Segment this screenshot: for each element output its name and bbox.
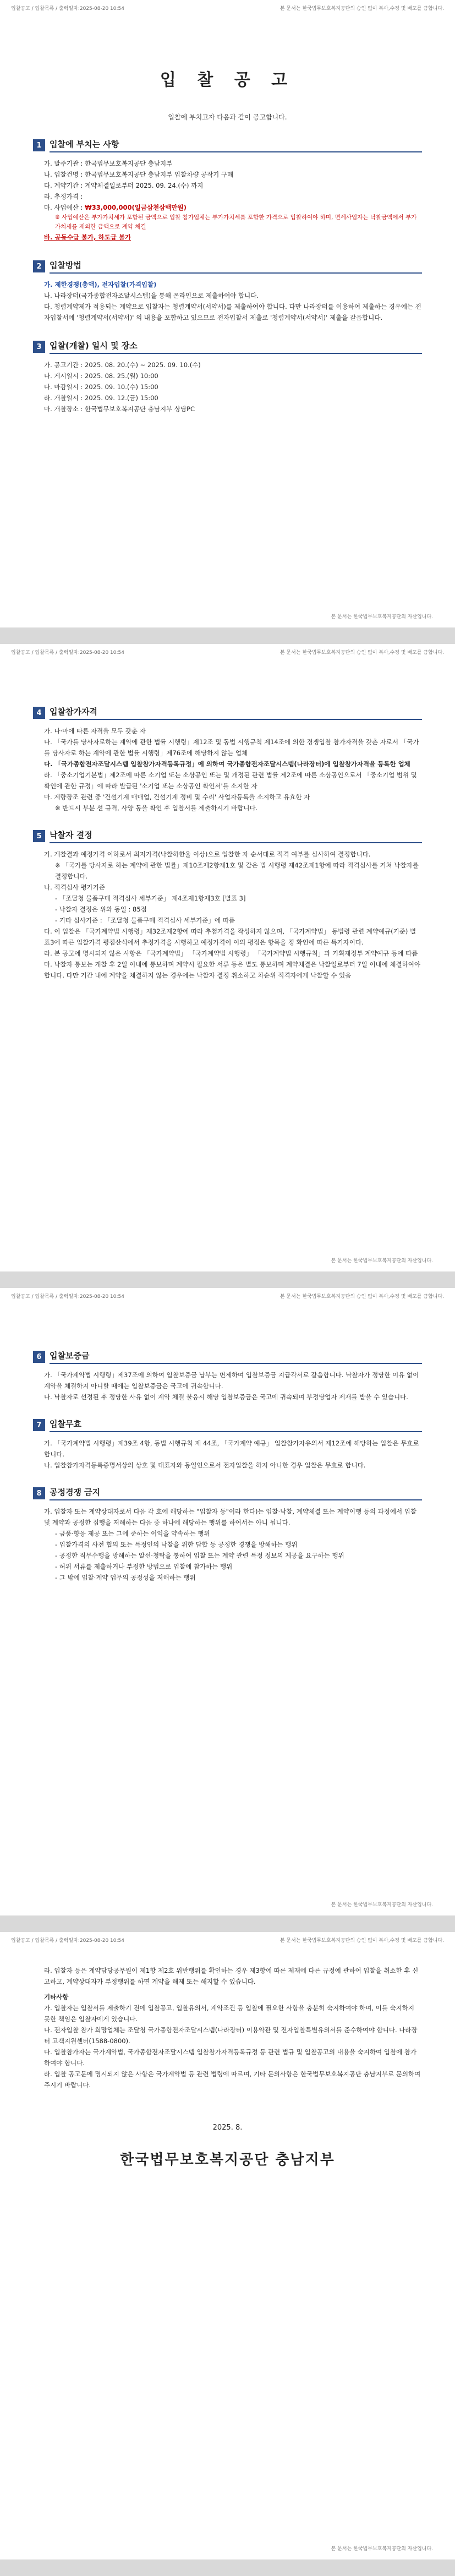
- text-line: 가. 입찰자는 입찰서를 제출하기 전에 입찰공고, 입찰유의서, 계약조건 등 입찰에 필요한 사항을 충분히 숙지하여야 하며, 이를 숙지하지 못한 책임은 입찰자에게 있습니다.: [44, 2004, 414, 2023]
- section-title: 입찰참가자격: [50, 706, 422, 720]
- intro-text: 입찰에 부치고자 다음과 같이 공고합니다.: [168, 113, 287, 121]
- header-right: 본 문서는 한국법무보호복지공단의 승인 없이 복사,수정 및 배포를 금합니다.: [279, 6, 444, 12]
- section-number: 7: [33, 1419, 45, 1431]
- text-line: 가. 「국가계약법 시행령」제37조에 의하여 입찰보증금 납부는 면제하며 입찰보증금 지급각서로 갈음합니다. 낙찰자가 정당한 이유 없이 계약을 체결하지 아니할 때에는 입찰보증금은 국고에 귀속합니다.: [44, 1371, 419, 1390]
- text-line: 나. 「국가를 당사자로하는 계약에 관한 법률 시행령」제12조 및 동법 시행규칙 제14조에 의한 경쟁입찰 참가자격을 갖춘 자로서 「국가를 당사자로 하는 계약에 관한 법률 시행령」제76조에 해당하지 않는 업체: [44, 738, 419, 757]
- text-line: 가. 제한경쟁(총액), 전자입찰(가격입찰): [44, 281, 157, 288]
- section-title: 입찰방법: [50, 259, 422, 274]
- text-line: 다. 청렴계약제가 적용되는 계약으로 입찰자는 청렴계약서(서약서)를 제출하여야 합니다. 다만 나라장터를 이용하여 제출하는 경우에는 전자입찰서에 '청렴계약서(서약서)' 의 내용을 포함하고 있으므로 전자입찰서 제출로 '청렴계약서(서약서)' 제출을 갈음합니다.: [44, 303, 421, 321]
- section-6-header: [33, 1350, 422, 1364]
- budget-amount: ₩33,000,000(일금삼천삼백만원): [85, 204, 187, 211]
- subsection-title: 기타사항: [44, 1993, 69, 2001]
- organization-name: 한국법무보호복지공단 충남지부: [120, 2152, 335, 2168]
- section-4-header: [33, 706, 422, 720]
- section-title: 입찰(개찰) 일시 및 장소: [50, 340, 422, 354]
- section-title: 낙찰자 결정: [50, 829, 422, 843]
- page-footer: 본 문서는 한국법무보호복지공단의 자산입니다.: [331, 1902, 433, 1908]
- page-header: [11, 4, 444, 12]
- section-number: 1: [33, 139, 45, 151]
- text-line: 마. 계량장조 관련 중 '건설기계 매매업, 건설기계 정비 및 수리' 사업자등록을 소지하고 유효한 자: [44, 793, 310, 801]
- text-line: 라. 본 공고에 명시되지 않은 사항은 「국가계약법」 「국가계약법 시행령」 「국가계약법 시행규칙」과 기획재정부 계약예규 등에 따름: [44, 949, 418, 957]
- text-line: 가. 개찰결과 예정가격 이하로서 최저가격(낙찰하한율 이상)으로 입찰한 자 순서대로 적격 여부를 심사하여 결정합니다.: [44, 850, 371, 858]
- section-number: 2: [33, 260, 45, 272]
- section-number: 5: [33, 830, 45, 842]
- document-page-4: [0, 1932, 455, 2559]
- text-line: 라. 추정가격 :: [44, 193, 83, 200]
- text-line: 다. 입찰참가자는 국가계약법, 국가종합전자조달시스템 입찰참가자격등록규정 등 관련 법규 및 입찰공고의 내용을 숙지하여 입찰에 참가하여야 합니다.: [44, 2048, 416, 2067]
- text-line: 라. 「중소기업기본법」제2조에 따른 소기업 또는 소상공인 또는 및 개정된 관련 법률 제2조에 따른 소상공인으로서 「중소기업 범위 및 확인에 관한 규정」에 따라 발급된 '소기업 또는 소상공인 확인서'를 소지한 자: [44, 771, 417, 790]
- text-line: 나. 낙찰자로 선정된 후 정당한 사유 없이 계약 체결 불응시 해당 입찰보증금은 국고에 귀속되며 부정당업자 제재를 받을 수 있습니다.: [44, 1393, 408, 1401]
- text-line: 라. 입찰 공고문에 명시되지 않은 사항은 국가계약법 등 관련 법령에 따르며, 기타 문의사항은 한국법무보호복지공단 충남지부로 문의하여 주시기 바랍니다.: [44, 2070, 421, 2089]
- text-line: 나. 입찰건명 : 한국법무보호복지공단 충남지부 입찰차량 공작기 구매: [44, 171, 234, 178]
- text-line: 가. 공고기간 : 2025. 08. 20.(수) ~ 2025. 09. 10.(수): [44, 361, 201, 369]
- page-footer: 본 문서는 한국법무보호복지공단의 자산입니다.: [331, 614, 433, 620]
- text-line: 다. 이 입찰은 「국가계약법 시행령」제32조제2항에 따라 추첨가격을 작성하지 않으며, 「국가계약법」 동법령 관련 계약예규(기준) 별표3에 따른 입찰가격 평점산식에서 추정가격을 시행하고 예정가격이 이의 평점은 항목을 정 확인에 따른 특기자이다.: [44, 927, 416, 946]
- text-line: - 허위 서류를 제출하거나 부정한 방법으로 입찰에 참가하는 행위: [55, 1563, 233, 1570]
- text-line: 다. 마감일시 : 2025. 09. 10.(수) 15:00: [44, 383, 158, 391]
- section-number: 8: [33, 1487, 45, 1499]
- text-line: - 「조달청 물품구매 적격심사 세부기준」 제4조제1항제3호 [별표 3]: [55, 894, 246, 902]
- text-line: - 낙찰자 결정은 위와 동일 : 85점: [55, 905, 147, 913]
- page-header: [11, 648, 444, 656]
- section-8-header: [33, 1486, 422, 1500]
- section-title: 입찰보증금: [50, 1350, 422, 1364]
- header-left: 입찰공고 / 입찰목록 / 출력일자:2025-08-20 10:54: [11, 6, 124, 12]
- header-left: 입찰공고 / 입찰목록 / 출력일자:2025-08-20 10:54: [11, 1294, 124, 1300]
- text-line: - 그 밖에 입찰·계약 업무의 공정성을 저해하는 행위: [55, 1574, 196, 1581]
- header-left: 입찰공고 / 입찰목록 / 출력일자:2025-08-20 10:54: [11, 650, 124, 656]
- text-line: 가. 입찰자 또는 계약상대자로서 다음 각 호에 해당하는 "입찰자 등"이라 한다)는 입찰·낙찰, 계약체결 또는 계약이행 등의 과정에서 입찰 및 계약과 공정한 집행을 저해하는 다음 중 하나에 해당하는 행위를 하여서는 아니 됩니다.: [44, 1508, 416, 1526]
- text-line: 바. 공동수급 불가, 하도급 불가: [44, 233, 131, 241]
- section-5-header: [33, 829, 422, 843]
- text-line: 나. 나라장터(국가종합전자조달시스템)을 통해 온라인으로 제출하여야 합니다.: [44, 292, 259, 299]
- section-2-header: [33, 259, 422, 274]
- text-line: 마. 개찰장소 : 한국법무보호복지공단 충남지부 상담PC: [44, 405, 195, 413]
- text-part: 마. 사업예산 :: [44, 204, 85, 211]
- text-line: 가. 발주기관 : 한국법무보호복지공단 충남지부: [44, 160, 173, 167]
- text-line: 마. 낙찰자 통보는 개찰 후 2일 이내에 통보하며 계약시 필요한 서류 등은 별도 통보하며 계약체결은 낙찰일로부터 7일 이내에 체결하여야 합니다. 다만 기간 내에 계약을 체결하지 않는 경우에는 낙찰자 결정 취소하고 차순위 적격자에게 낙찰할 수 있음: [44, 960, 420, 979]
- text-line: 나. 전자입찰 참가 희망업체는 조달청 국가종합전자조달시스템(나라장터) 이용약관 및 전자입찰특별유의서를 준수하여야 합니다. 나라장터 고객지원센터(1588-0800).: [44, 2026, 418, 2045]
- text-line: 다. 계약기간 : 계약체결일로부터 2025. 09. 24.(수) 까지: [44, 182, 204, 189]
- text-line: 가. 나·마에 따른 자격을 모두 갖춘 자: [44, 727, 146, 735]
- note-line: ※ 「국가를 당사자로 하는 계약에 관한 법률」제10조제2항제1호 및 같은 법 시행령 제42조제1항에 따라 적격심사를 거쳐 낙찰자를 결정합니다.: [55, 861, 419, 880]
- page-header: [11, 1292, 444, 1300]
- header-right: 본 문서는 한국법무보호복지공단의 승인 없이 복사,수정 및 배포를 금합니다.: [279, 650, 444, 656]
- section-7-header: [33, 1418, 422, 1432]
- section-number: 6: [33, 1351, 45, 1363]
- document-title: 입 찰 공 고: [160, 70, 295, 90]
- text-line: - 금품·향응 제공 또는 그에 준하는 이익을 약속하는 행위: [55, 1530, 210, 1537]
- document-page-3: [0, 1288, 455, 1915]
- section-number: 4: [33, 707, 45, 719]
- document-date: 2025. 8.: [212, 2124, 243, 2132]
- text-line: 라. 입찰자 등은 계약담당공무원이 제1항 제2호 위반행위를 확인하는 경우 제3항에 따른 제재에 다른 규정에 관하여 입찰을 취소한 후 신고하고, 계약상대자가 부정행위를 하면 계약을 해제 또는 해지할 수 있습니다.: [44, 1967, 419, 1985]
- header-right: 본 문서는 한국법무보호복지공단의 승인 없이 복사,수정 및 배포를 금합니다.: [279, 1938, 444, 1944]
- text-line: 나. 입찰참가자격등록증명서상의 상호 및 대표자와 동일인으로서 전자입찰을 하지 아니한 경우 입찰은 무효로 합니다.: [44, 1461, 366, 1469]
- section-title: 입찰무효: [50, 1418, 422, 1432]
- note-line: ※ 반드시 부분 선 규격, 사양 동을 확인 후 입찰서를 제출하시기 바랍니다.: [55, 804, 258, 812]
- text-line: 나. 적격심사 평가기준: [44, 883, 105, 891]
- section-number: 3: [33, 341, 45, 353]
- text-line: 가. 「국가계약법 시행령」제39조 4항, 동법 시행규칙 제 44조, 「국가계약 예규」 입찰참가자유의서 제12조에 해당하는 입찰은 무효로 합니다.: [44, 1439, 419, 1458]
- page-footer: 본 문서는 한국법무보호복지공단의 자산입니다.: [331, 1258, 433, 1264]
- text-line: - 공정한 직무수행을 방해하는 알선·청탁을 통하여 입찰 또는 계약 관련 특정 정보의 제공을 요구하는 행위: [55, 1552, 344, 1559]
- page-header: [11, 1936, 444, 1944]
- text-line: 나. 게시일시 : 2025. 08. 25.(월) 10:00: [44, 372, 158, 380]
- note-line: ※ 사업예산은 부가가치세가 포함된 금액으로 입찰 참가업체는 부가가치세를 포함한 가격으로 입찰하여야 하며, 면세사업자는 낙찰금액에서 부가가치세를 제외한 금액으로 계약 체결: [55, 214, 417, 230]
- header-right: 본 문서는 한국법무보호복지공단의 승인 없이 복사,수정 및 배포를 금합니다.: [279, 1294, 444, 1300]
- text-line: 라. 개찰일시 : 2025. 09. 12.(금) 15:00: [44, 394, 158, 402]
- text-line: - 기타 심사기준 : 「조달청 물품구매 적격심사 세부기준」에 따름: [55, 916, 235, 924]
- page-footer: 본 문서는 한국법무보호복지공단의 자산입니다.: [331, 2546, 433, 2552]
- section-title: 공정경쟁 금지: [50, 1486, 422, 1500]
- text-line: 다. 「국가종합전자조달시스템 입찰참가자격등록규정」에 의하여 국가종합전자조달시스템(나라장터)에 입찰참가자격을 등록한 업체: [44, 760, 410, 768]
- document-page-1: [0, 0, 455, 627]
- section-3-header: [33, 340, 422, 354]
- section-1-header: [33, 138, 422, 152]
- text-line: [44, 202, 422, 213]
- text-line: - 입찰가격의 사전 협의 또는 특정인의 낙찰을 위한 담합 등 공정한 경쟁을 방해하는 행위: [55, 1541, 298, 1548]
- header-left: 입찰공고 / 입찰목록 / 출력일자:2025-08-20 10:54: [11, 1938, 124, 1944]
- section-title: 입찰에 부치는 사항: [50, 138, 422, 152]
- document-page-2: [0, 644, 455, 1271]
